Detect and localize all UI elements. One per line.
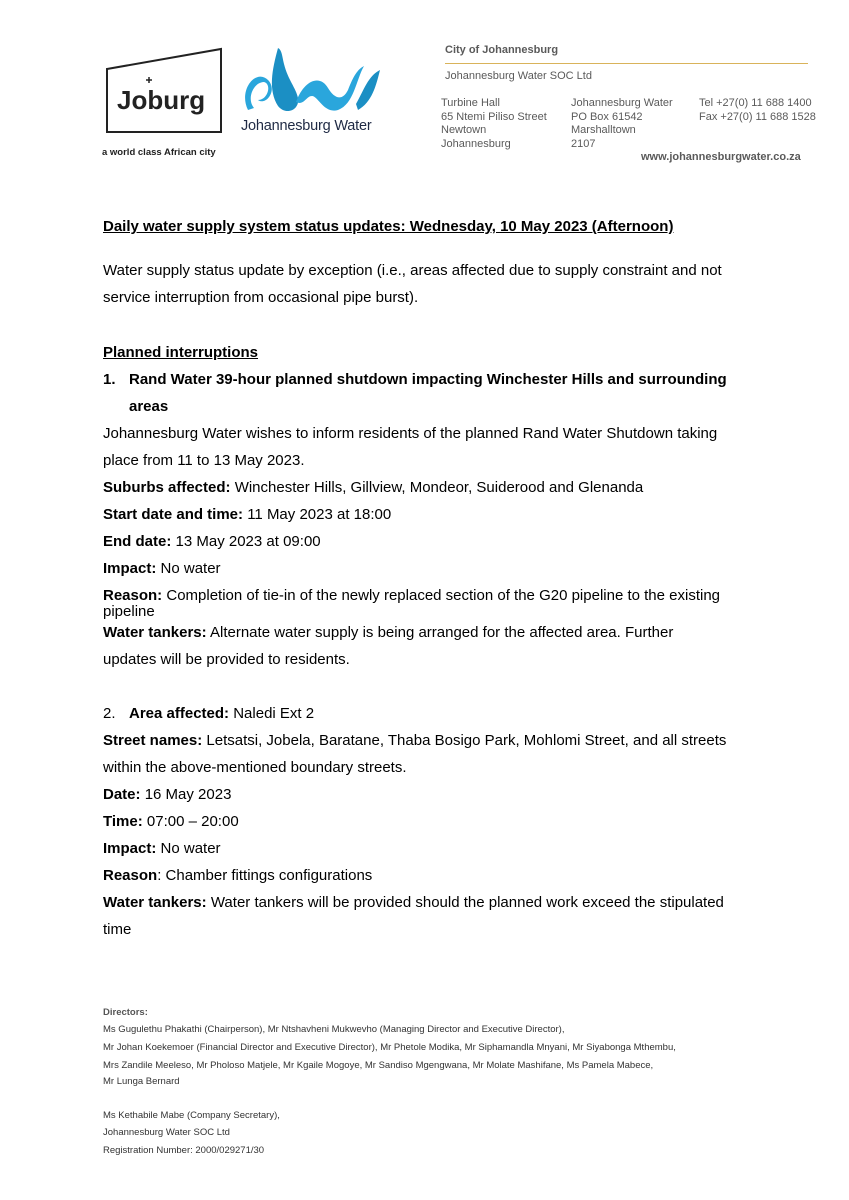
company-secretary: Ms Kethabile Mabe (Company Secretary), (103, 1110, 280, 1121)
street-address-line: Johannesburg (441, 137, 511, 150)
street-address-line: Turbine Hall (441, 97, 500, 109)
street-address-line: Newtown (441, 124, 487, 136)
johannesburg-water-wordmark: Johannesburg Water (241, 118, 372, 134)
intro-line: service interruption from occasional pipe burst). (103, 289, 419, 306)
field-label: Street names: (103, 732, 203, 749)
field-value: 11 May 2023 at 18:00 (247, 506, 392, 523)
field-value: 16 May 2023 (144, 786, 232, 803)
item1-reason-cont: pipeline (103, 603, 155, 620)
field-label: Impact: (103, 560, 157, 577)
street-address (441, 97, 547, 151)
item1-suburbs (103, 479, 643, 497)
item1-tankers-cont: updates will be provided to residents. (103, 651, 350, 668)
field-label: Date: (103, 786, 141, 803)
field-label: Water tankers: (103, 894, 207, 911)
directors-label: Directors: (103, 1007, 148, 1018)
item2-number: 2. (103, 705, 116, 722)
item2-impact (103, 840, 221, 858)
item1-tankers (103, 624, 747, 642)
field-value: Completion of tie-in of the newly replaced section of the G20 pipeline to the existing (166, 587, 721, 604)
field-value: Winchester Hills, Gillview, Mondeor, Suiderood and Glenanda (234, 479, 644, 496)
footer-company: Johannesburg Water SOC Ltd (103, 1127, 230, 1138)
postal-address-line: Johannesburg Water (571, 97, 673, 109)
postal-address-line: 2107 (571, 137, 596, 150)
intro-line: Water supply status update by exception (i.e., areas affected due to supply constraint and not (103, 262, 722, 279)
field-value: : Chamber fittings configurations (157, 867, 373, 884)
item2-streets (103, 732, 726, 750)
field-label: Area affected: (129, 705, 230, 722)
item2-tankers (103, 894, 747, 912)
field-label: Start date and time: (103, 506, 244, 523)
item1-reason (103, 587, 720, 605)
field-value: 13 May 2023 at 09:00 (175, 533, 321, 550)
field-label: Reason: (103, 587, 163, 604)
registration-number: Registration Number: 2000/029271/30 (103, 1145, 265, 1156)
field-value: Alternate water supply is being arranged for the affected area. Further (210, 624, 674, 641)
item2-area (129, 705, 314, 723)
item1-number: 1. (103, 371, 116, 388)
item2-reason (103, 867, 372, 885)
directors-line: Mrs Zandile Meeleso, Mr Pholoso Matjele, Mr Kgaile Mogoye, Mr Sandiso Mgengwana, Mr Molate Mashifane, Ms Pamela Mabece, (103, 1060, 654, 1071)
website-link[interactable]: www.johannesburgwater.co.za (641, 151, 801, 163)
item1-heading: Rand Water 39-hour planned shutdown impacting Winchester Hills and surrounding (129, 371, 727, 388)
field-value: Water tankers will be provided should the planned work exceed the stipulated (210, 894, 724, 911)
street-address-line: 65 Ntemi Piliso Street (441, 110, 547, 123)
contact-numbers (699, 97, 816, 124)
document-title: Daily water supply system status updates: Wednesday, 10 May 2023 (Afternoon) (103, 218, 674, 235)
telephone: Tel +27(0) 11 688 1400 (699, 97, 812, 109)
field-label: Impact: (103, 840, 157, 857)
item2-time (103, 813, 239, 831)
directors-line: Ms Gugulethu Phakathi (Chairperson), Mr Ntshavheni Mukwevho (Managing Director and Executive Director), (103, 1024, 565, 1035)
item2-streets-cont: within the above-mentioned boundary streets. (103, 759, 407, 776)
field-value: Naledi Ext 2 (233, 705, 315, 722)
field-label: End date: (103, 533, 172, 550)
fax: Fax +27(0) 11 688 1528 (699, 110, 816, 123)
field-label: Time: (103, 813, 143, 830)
joburg-logo (105, 47, 223, 134)
postal-address-line: Marshalltown (571, 124, 636, 136)
postal-address (571, 97, 673, 151)
field-value: No water (160, 840, 221, 857)
field-label: Reason (103, 867, 158, 884)
header-divider (445, 63, 808, 64)
joburg-logo-text: Joburg (117, 85, 206, 115)
item1-info: Johannesburg Water wishes to inform residents of the planned Rand Water Shutdown taking (103, 425, 718, 442)
field-label: Water tankers: (103, 624, 207, 641)
item1-heading-cont: areas (129, 398, 169, 415)
item1-start (103, 506, 391, 524)
item1-end (103, 533, 321, 551)
item1-info: place from 11 to 13 May 2023. (103, 452, 305, 469)
field-label: Suburbs affected: (103, 479, 231, 496)
item2-tankers-cont: time (103, 921, 132, 938)
company-name: Johannesburg Water SOC Ltd (445, 70, 592, 82)
postal-address-line: PO Box 61542 (571, 110, 643, 123)
item1-impact (103, 560, 221, 578)
field-value: No water (160, 560, 221, 577)
planned-interruptions-heading: Planned interruptions (103, 344, 259, 361)
joburg-tagline: a world class African city (102, 147, 216, 158)
city-name: City of Johannesburg (445, 44, 559, 56)
directors-line: Mr Johan Koekemoer (Financial Director and Executive Director), Mr Phetole Modika, Mr Siphamandla Mnyani, Mr Siyabonga Mthembu, (103, 1042, 676, 1053)
field-value: 07:00 – 20:00 (146, 813, 239, 830)
directors-line: Mr Lunga Bernard (103, 1076, 180, 1087)
item2-date (103, 786, 231, 804)
field-value: Letsatsi, Jobela, Baratane, Thaba Bosigo Park, Mohlomi Street, and all streets (206, 732, 727, 749)
